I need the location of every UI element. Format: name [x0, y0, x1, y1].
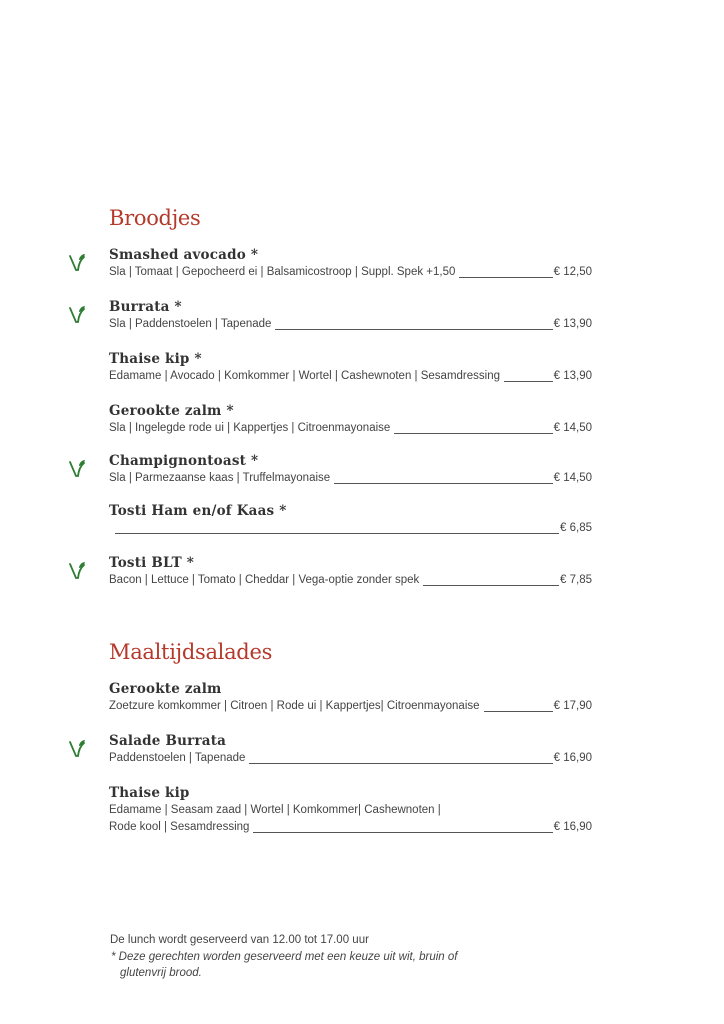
menu-item	[109, 350, 592, 385]
menu-item-price: € 12,50	[553, 266, 592, 278]
menu-item-price: € 13,90	[553, 318, 592, 330]
leader-line	[275, 329, 552, 330]
menu-item-row	[109, 698, 592, 715]
vegetarian-leaf-icon	[68, 458, 86, 478]
menu-item	[109, 732, 592, 767]
section-title-broodjes: Broodjes	[109, 206, 201, 230]
menu-item	[109, 554, 592, 589]
menu-item-price: € 16,90	[553, 752, 592, 764]
menu-item	[109, 246, 592, 281]
leader-line	[394, 433, 552, 434]
menu-item-row	[109, 316, 592, 333]
menu-item	[109, 452, 592, 487]
menu-item-price: € 6,85	[560, 522, 592, 534]
menu-item-row	[109, 819, 592, 836]
menu-item	[109, 502, 592, 537]
lunch-hours: De lunch wordt geserveerd van 12.00 tot 17.00 uur	[110, 934, 369, 946]
menu-item-row	[109, 420, 592, 437]
leader-line	[504, 381, 553, 382]
menu-item-name: Tosti Ham en/of Kaas *	[109, 503, 287, 519]
vegetarian-leaf-icon	[68, 304, 86, 324]
menu-item	[109, 784, 592, 836]
menu-item-price: € 7,85	[560, 574, 592, 586]
menu-item-name: Tosti BLT *	[109, 555, 194, 571]
menu-item-name: Salade Burrata	[109, 733, 227, 749]
menu-item-description: Sla | Tomaat | Gepocheerd ei | Balsamicostroop | Suppl. Spek +1,50	[109, 266, 456, 278]
leader-line	[334, 483, 552, 484]
bread-note: * Deze gerechten worden geserveerd met een keuze uit wit, bruin of	[111, 950, 458, 963]
menu-item-name: Champignontoast *	[109, 453, 259, 469]
menu-item-description: Sla | Ingelegde rode ui | Kappertjes | Citroenmayonaise	[109, 422, 391, 434]
leader-line	[423, 585, 559, 586]
vegetarian-leaf-icon	[68, 560, 86, 580]
bread-note-cont: glutenvrij brood.	[120, 967, 202, 979]
menu-item-row	[109, 470, 592, 487]
menu-item-price: € 16,90	[553, 821, 592, 833]
menu-item-name: Gerookte zalm	[109, 681, 222, 697]
leader-line	[484, 711, 553, 712]
menu-item-row	[109, 368, 592, 385]
menu-item-row	[109, 264, 592, 281]
section-title-maaltijdsalades: Maaltijdsalades	[109, 640, 273, 664]
menu-item-price: € 13,90	[553, 370, 592, 382]
menu-item-description: Edamame | Seasam zaad | Wortel | Komkommer| Cashewnoten |	[109, 804, 441, 816]
menu-item-description: Edamame | Avocado | Komkommer | Wortel | Cashewnoten | Sesamdressing	[109, 370, 500, 382]
menu-item-row	[109, 572, 592, 589]
menu-item-description: Zoetzure komkommer | Citroen | Rode ui | Kappertjes| Citroenmayonaise	[109, 700, 480, 712]
leader-line	[253, 832, 552, 833]
menu-item-description: Bacon | Lettuce | Tomato | Cheddar | Vega-optie zonder spek	[109, 574, 420, 586]
menu-item-row	[109, 520, 592, 537]
menu-item-name: Thaise kip	[109, 785, 190, 801]
menu-item-description: Sla | Parmezaanse kaas | Truffelmayonaise	[109, 472, 331, 484]
menu-item-price: € 17,90	[553, 700, 592, 712]
menu-item-price: € 14,50	[553, 472, 592, 484]
vegetarian-leaf-icon	[68, 738, 86, 758]
menu-item-description: Rode kool | Sesamdressing	[109, 821, 250, 833]
menu-item-price: € 14,50	[553, 422, 592, 434]
menu-item-row	[109, 750, 592, 767]
menu-item	[109, 680, 592, 715]
footer-notes	[110, 932, 457, 982]
menu-item-description: Sla | Paddenstoelen | Tapenade	[109, 318, 272, 330]
menu-item	[109, 298, 592, 333]
leader-line	[249, 763, 552, 764]
leader-line	[115, 533, 559, 534]
menu-item-description: Paddenstoelen | Tapenade	[109, 752, 246, 764]
vegetarian-leaf-icon	[68, 252, 86, 272]
leader-line	[459, 277, 552, 278]
menu-item-name: Thaise kip *	[109, 351, 202, 367]
menu-item-name: Smashed avocado *	[109, 247, 259, 263]
menu-item-name: Burrata *	[109, 299, 182, 315]
menu-item-name: Gerookte zalm *	[109, 403, 234, 419]
menu-item	[109, 402, 592, 437]
